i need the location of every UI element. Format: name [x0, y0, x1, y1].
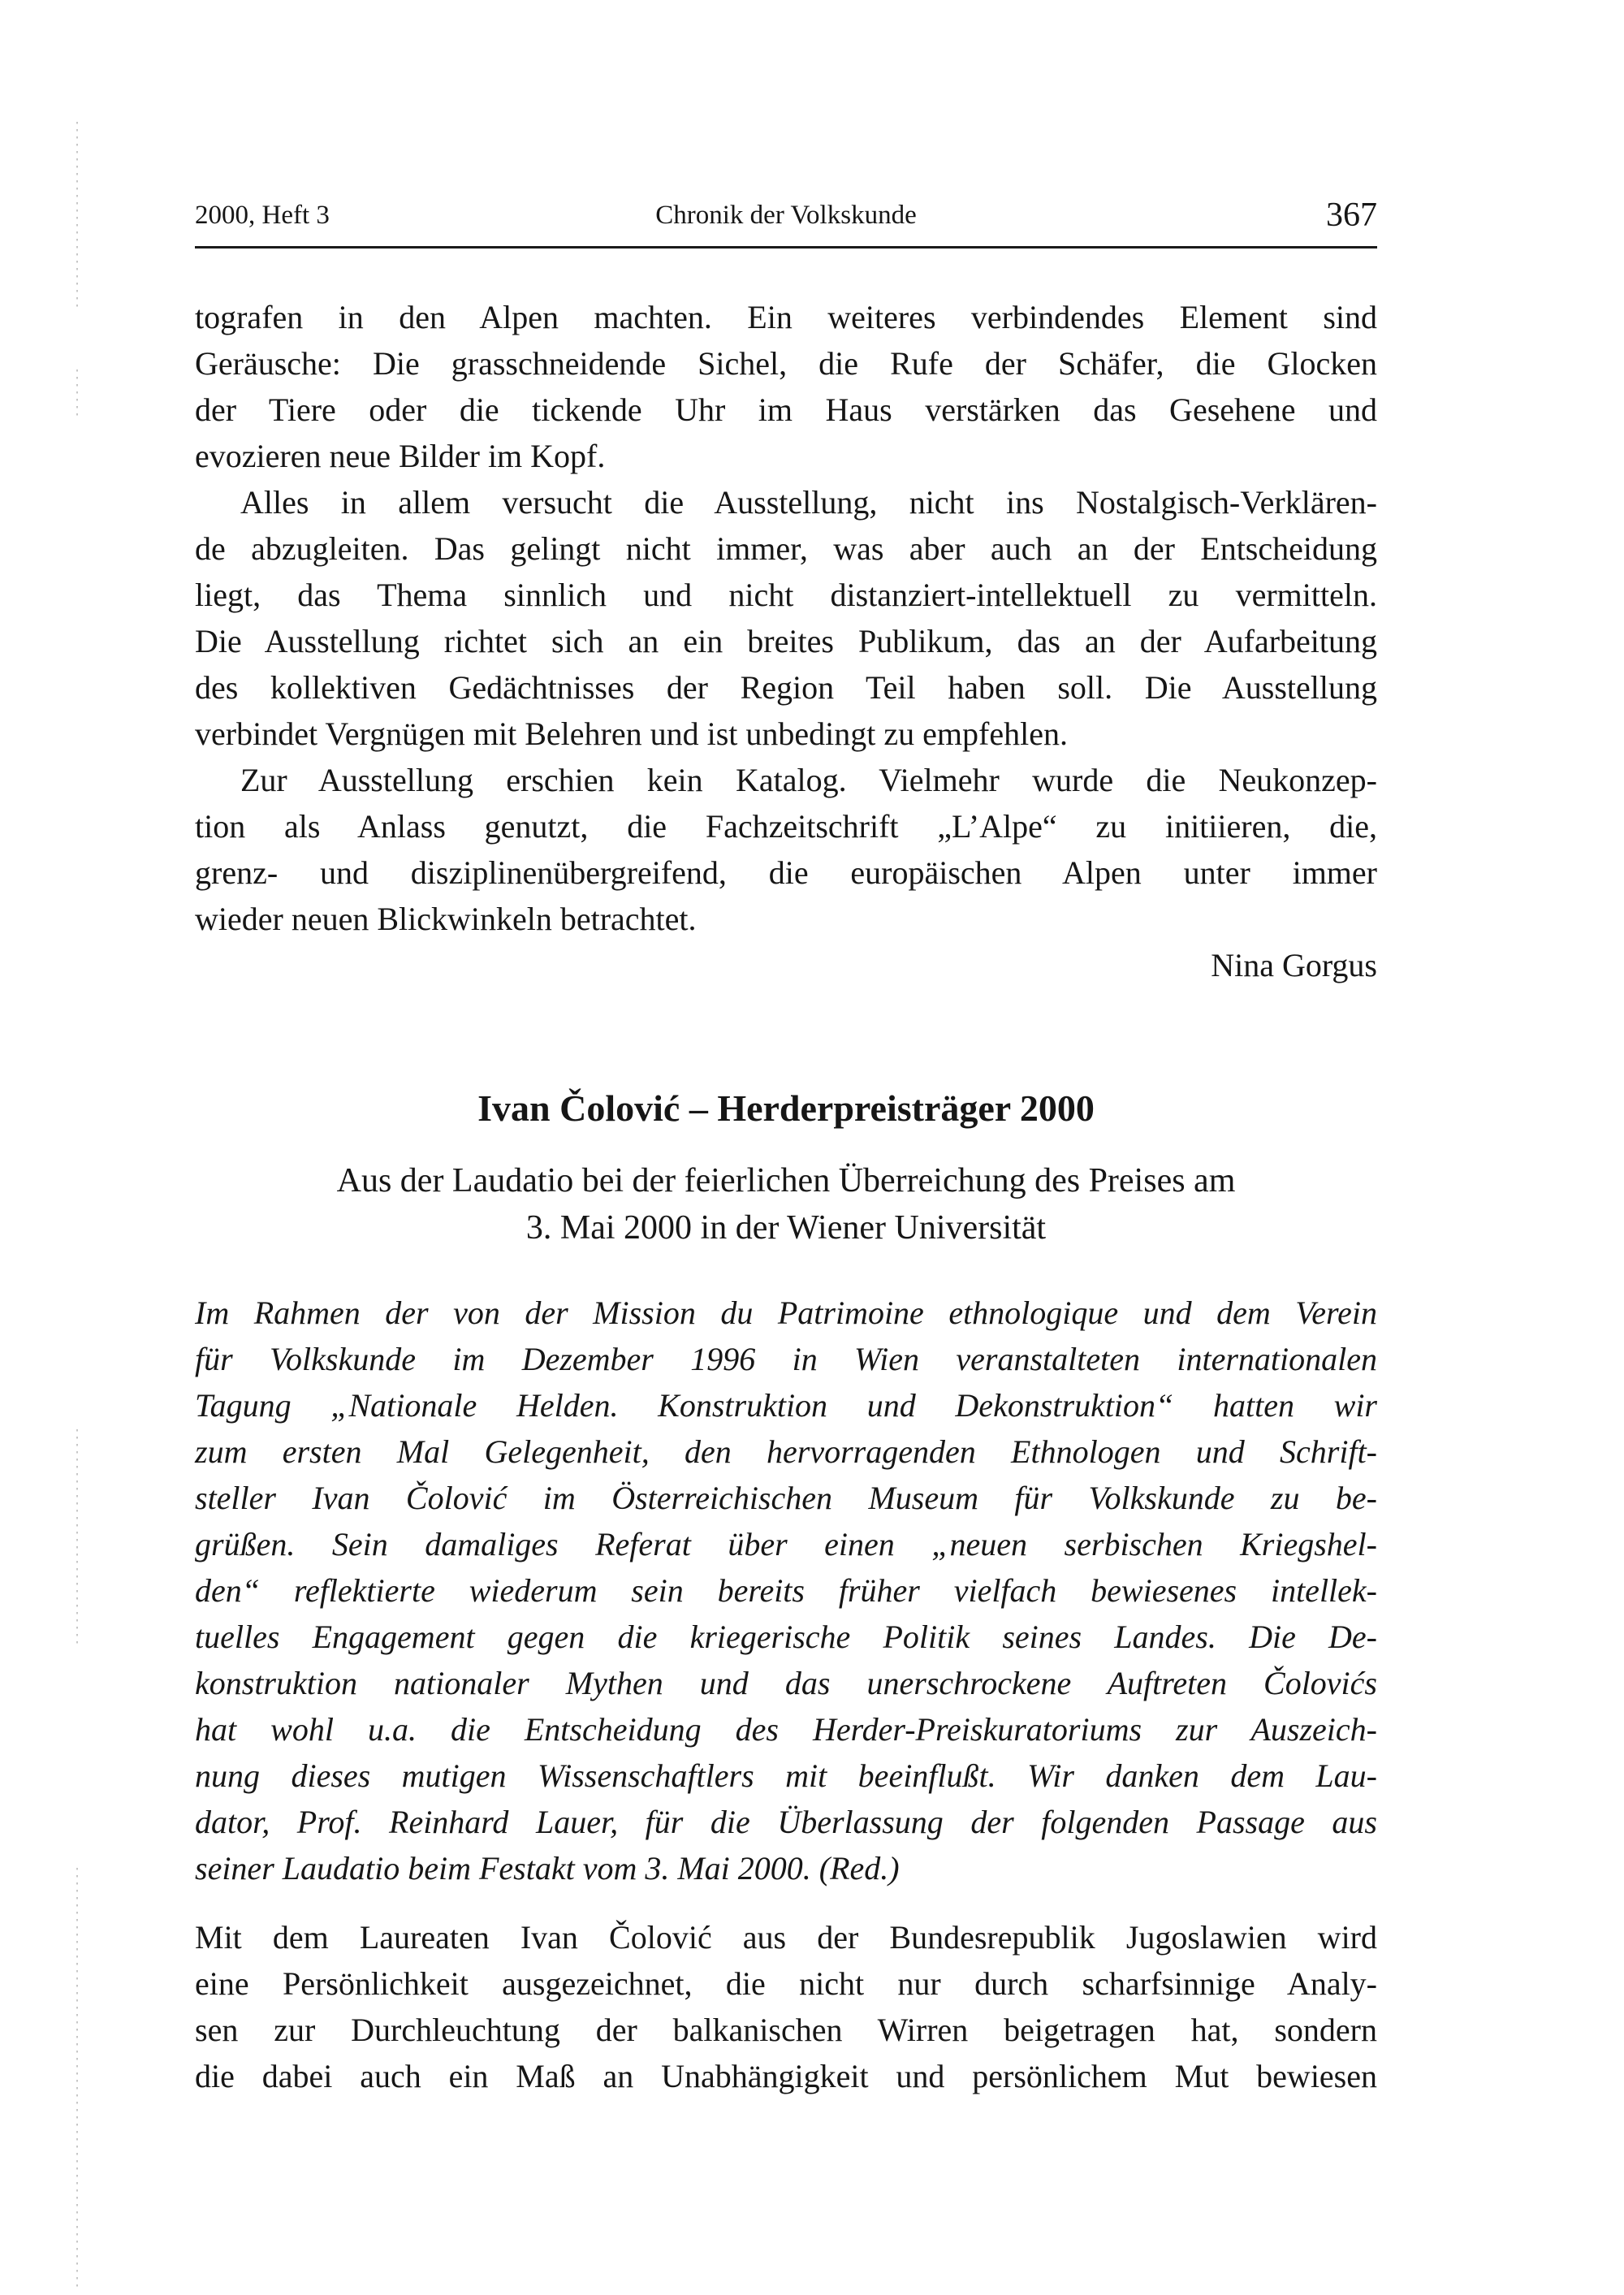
- text-line: tografen in den Alpen machten. Ein weiteres verbindendes Element sind: [195, 299, 1377, 335]
- review-paragraph-3: [195, 757, 1377, 988]
- text-line: den“ reflektierte wiederum sein bereits früher vielfach bewiesenes intellek-: [195, 1572, 1377, 1609]
- text-line: Die Ausstellung richtet sich an ein breites Publikum, das an der Aufarbeitung: [195, 623, 1377, 659]
- text-line: für Volkskunde im Dezember 1996 in Wien veranstalteten internationalen: [195, 1341, 1377, 1377]
- text-line: seiner Laudatio beim Festakt vom 3. Mai 2000. (Red.): [195, 1850, 900, 1887]
- text-line: eine Persönlichkeit ausgezeichnet, die nicht nur durch scharfsinnige Analy-: [195, 1965, 1377, 2002]
- text-line: sen zur Durchleuchtung der balkanischen Wirren beigetragen hat, sondern: [195, 2012, 1377, 2048]
- subtitle-line: 3. Mai 2000 in der Wiener Universität: [525, 1209, 1047, 1247]
- text-line: wieder neuen Blickwinkeln betrachtet.: [195, 901, 697, 937]
- text-line: dator, Prof. Reinhard Lauer, für die Überlassung der folgenden Passage aus: [195, 1804, 1377, 1840]
- text-line: grüßen. Sein damaliges Referat über einen „neuen serbischen Kriegshel-: [195, 1526, 1377, 1562]
- scan-edge-marks: [76, 1429, 78, 1649]
- scan-edge-marks: [76, 122, 78, 309]
- text-line: des kollektiven Gedächtnisses der Region Teil haben soll. Die Ausstellung: [195, 669, 1377, 706]
- article-subtitle: [195, 1157, 1377, 1251]
- text-line: grenz- und disziplinenübergreifend, die europäischen Alpen unter immer: [195, 854, 1377, 891]
- text-line: verbindet Vergnügen mit Belehren und ist unbedingt zu empfehlen.: [195, 715, 1068, 752]
- text-line: die dabei auch ein Maß an Unabhängigkeit und persönlichem Mut bewiesen: [195, 2058, 1377, 2094]
- text-line: liegt, das Thema sinnlich und nicht distanziert-intellektuell zu vermitteln.: [195, 577, 1377, 613]
- text-line: der Tiere oder die tickende Uhr im Haus verstärken das Gesehene und: [195, 391, 1377, 428]
- text-line: Im Rahmen der von der Mission du Patrimoine ethnologique und dem Verein: [195, 1294, 1377, 1331]
- text-line: Zur Ausstellung erschien kein Katalog. Vielmehr wurde die Neukonzep-: [240, 762, 1377, 798]
- header-rule: [195, 246, 1377, 249]
- journal-section-title: Chronik der Volkskunde: [655, 201, 917, 230]
- article-title: Ivan Čolović – Herderpreisträger 2000: [477, 1087, 1095, 1129]
- text-line: Tagung „Nationale Helden. Konstruktion und Dekonstruktion“ hatten wir: [195, 1387, 1377, 1424]
- scan-edge-marks: [76, 370, 78, 418]
- text-line: steller Ivan Čolović im Österreichischen Museum für Volkskunde zu be-: [195, 1480, 1377, 1516]
- running-head: [195, 195, 1377, 236]
- text-line: hat wohl u.a. die Entscheidung des Herder-Preiskuratoriums zur Auszeich-: [195, 1711, 1377, 1748]
- text-line: de abzugleiten. Das gelingt nicht immer, was aber auch an der Entscheidung: [195, 530, 1377, 567]
- subtitle-line: Aus der Laudatio bei der feierlichen Überreichung des Preises am: [336, 1162, 1236, 1199]
- text-line: Alles in allem versucht die Ausstellung, nicht ins Nostalgisch-Verklären-: [240, 484, 1377, 521]
- text-line: Geräusche: Die grasschneidende Sichel, die Rufe der Schäfer, die Glocken: [195, 345, 1377, 382]
- text-line: zum ersten Mal Gelegenheit, den hervorragenden Ethnologen und Schrift-: [195, 1433, 1377, 1470]
- review-paragraph-2: [195, 479, 1377, 757]
- text-line: tuelles Engagement gegen die kriegerische Politik seines Landes. Die De-: [195, 1619, 1377, 1655]
- text-line: Mit dem Laureaten Ivan Čolović aus der Bundesrepublik Jugoslawien wird: [195, 1919, 1377, 1956]
- editorial-note: [195, 1290, 1377, 1891]
- text-line: konstruktion nationaler Mythen und das unerschrockene Auftreten Čolovićs: [195, 1665, 1377, 1701]
- review-author: Nina Gorgus: [1211, 947, 1377, 983]
- article-body: [195, 1914, 1377, 2099]
- review-paragraph-1: [195, 294, 1377, 479]
- article-heading: [195, 1084, 1377, 1133]
- scan-edge-marks: [76, 1868, 78, 2290]
- issue-label: 2000, Heft 3: [195, 201, 330, 230]
- page-number: 367: [1326, 197, 1377, 234]
- text-line: tion als Anlass genutzt, die Fachzeitschrift „L’Alpe“ zu initiieren, die,: [195, 808, 1377, 845]
- text-line: evozieren neue Bilder im Kopf.: [195, 438, 606, 474]
- text-line: nung dieses mutigen Wissenschaftlers mit beeinflußt. Wir danken dem Lau-: [195, 1757, 1377, 1794]
